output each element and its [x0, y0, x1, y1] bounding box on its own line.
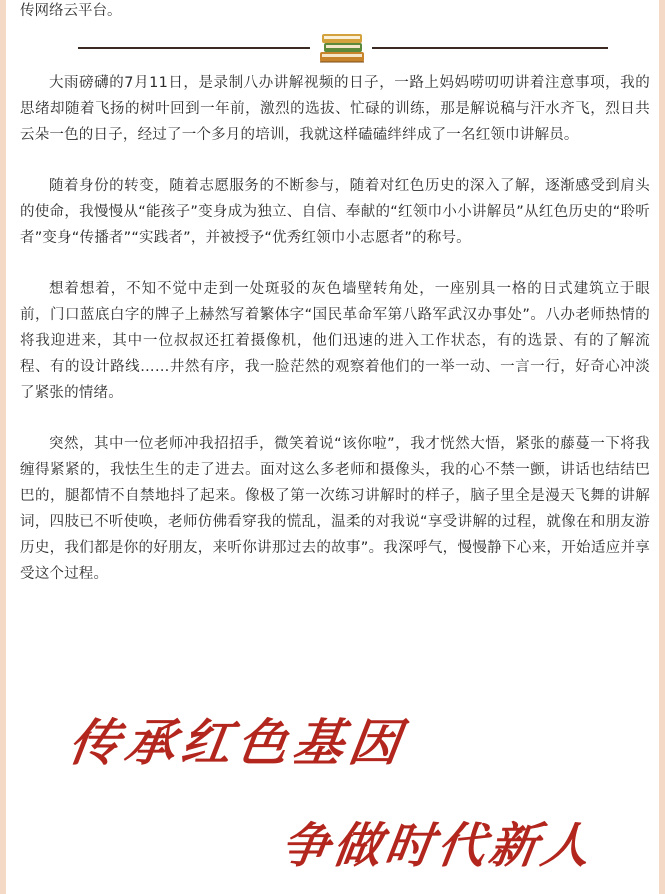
article-body	[20, 0, 650, 612]
section-divider	[20, 26, 650, 70]
intro-tail-text: 传网络云平台。	[20, 3, 122, 19]
divider-rule-right	[372, 47, 608, 49]
calligraphy-slogan	[50, 695, 630, 885]
slogan-line-1: 传承红色基因	[65, 713, 410, 772]
paragraph-3: 想着想着，不知不觉中走到一处斑驳的灰色墙壁转角处，一座别具一格的日式建筑立于眼前，门口蓝底白字的牌子上赫然写着繁体字“国民革命军第八路军武汉办事处”。八办老师热情的将我迎进来，其中一位叔叔还扛着摄像机，他们迅速的进入工作状态，有的选景、有的了解流程、有的设计路线……井然有序，我一脸茫然的观察着他们的一举一动、一言一行，好奇心冲淡了紧张的情绪。	[20, 281, 650, 401]
page-frame-right	[659, 0, 665, 894]
paragraph-1: 大雨磅礴的7月11日，是录制八办讲解视频的日子，一路上妈妈唠叨叨讲着注意事项，我的思绪却随着飞扬的树叶回到一年前，激烈的选拔、忙碌的训练，那是解说稿与汗水齐飞，烈日共云朵一色的日子，经过了一个多月的培训，我就这样磕磕绊绊成了一名红领巾讲解员。	[20, 75, 650, 143]
paragraph-4: 突然，其中一位老师冲我招招手，微笑着说“该你啦”，我才恍然大悟，紧张的藤蔓一下将我缠得紧紧的，我怯生生的走了进去。面对这么多老师和摄像头，我的心不禁一颤，讲话也结结巴巴的，腿都情不自禁地抖了起来。像极了第一次练习讲解时的样子，脑子里全是漫天飞舞的讲解词，四肢已不听使唤，老师仿佛看穿我的慌乱，温柔的对我说“享受讲解的过程，就像在和朋友游历史，我们都是你的好朋友，来听你讲那过去的故事”。我深呼气，慢慢静下心来，开始适应并享受这个过程。	[20, 436, 650, 582]
divider-rule-left	[78, 47, 310, 49]
paragraph-2: 随着身份的转变，随着志愿服务的不断参与，随着对红色历史的深入了解，逐渐感受到肩头的使命，我慢慢从“能孩子”变身成为独立、自信、奉献的“红领巾小小讲解员”从红色历史的“聆听者”变身“传播者”“实践者”，并被授予“优秀红领巾小志愿者”的称号。	[20, 178, 650, 246]
slogan-line-2: 争做时代新人	[277, 818, 598, 874]
page-frame-left	[0, 0, 6, 894]
book-stack-icon	[316, 30, 368, 66]
